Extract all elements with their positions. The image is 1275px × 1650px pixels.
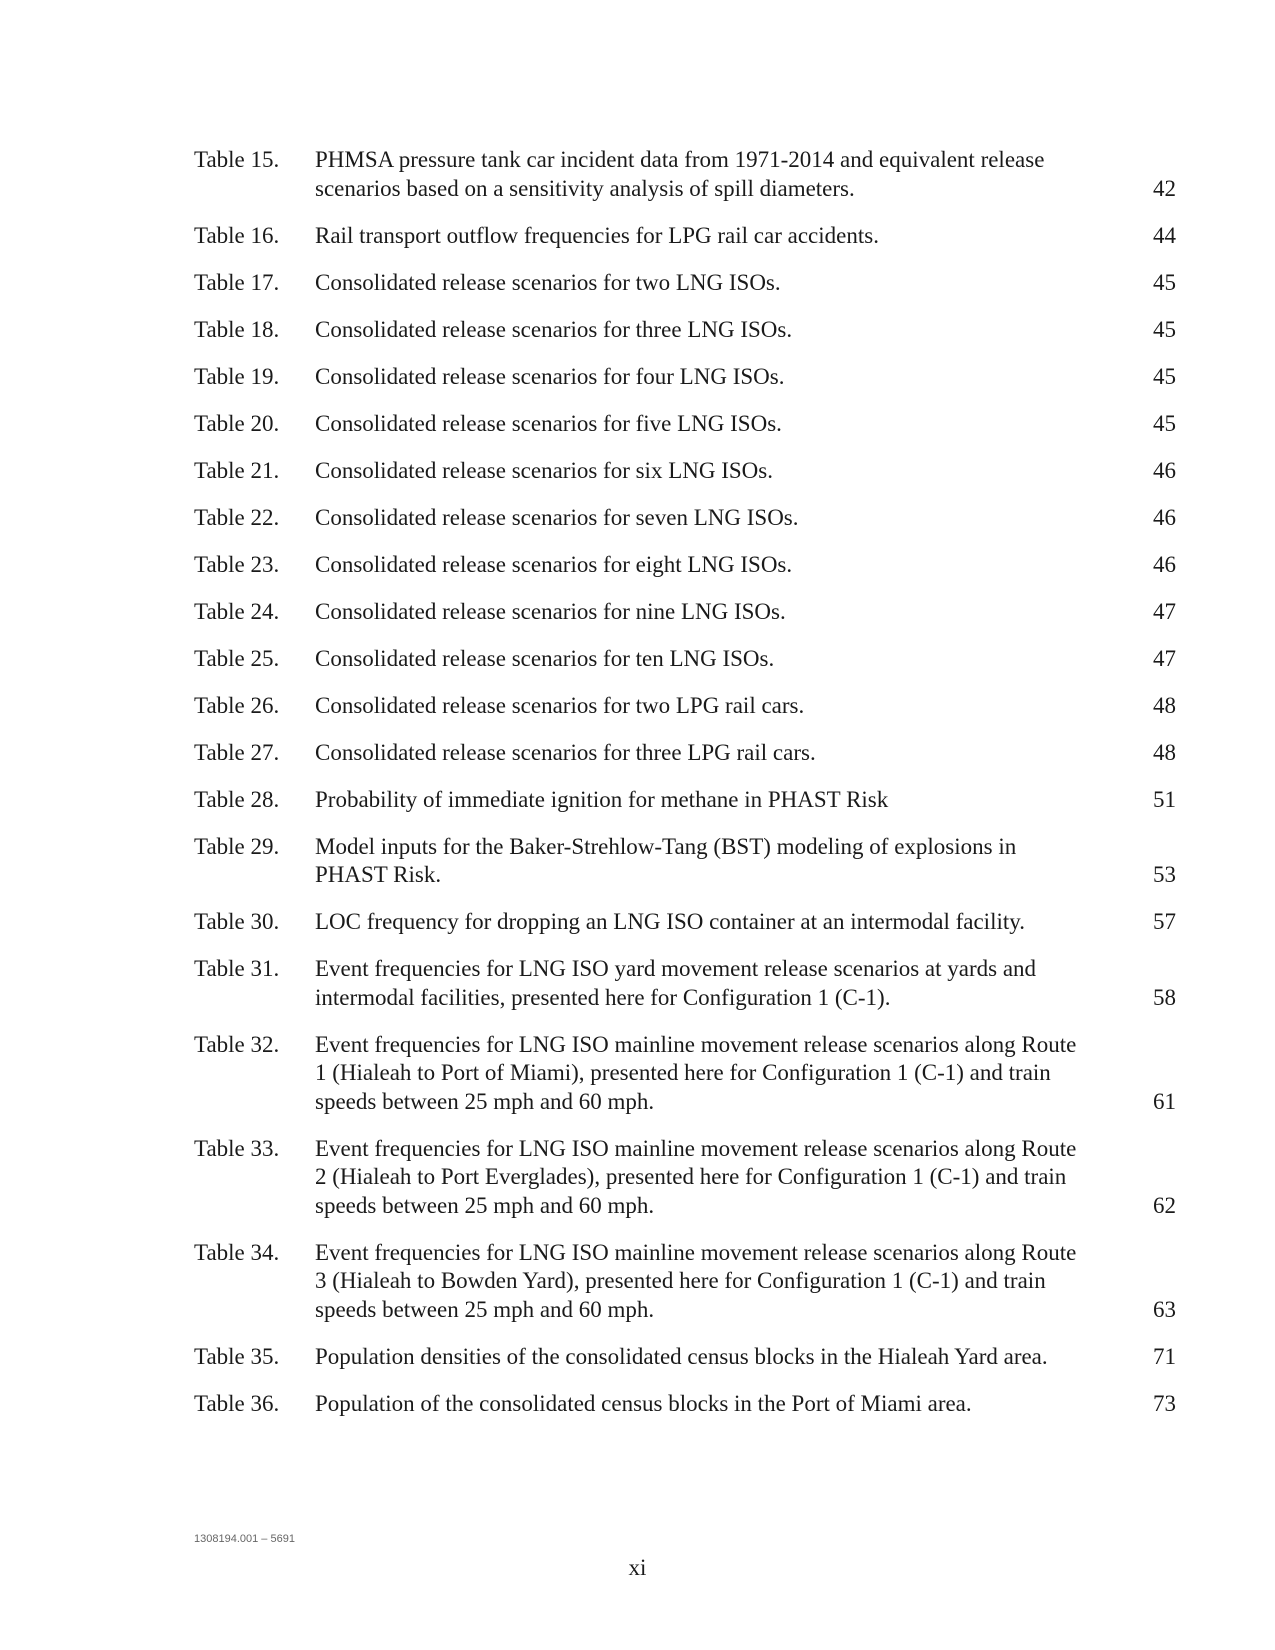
toc-entry [194,1031,1176,1117]
page-ref: 45 [1153,316,1176,342]
page-ref: 46 [1153,551,1176,577]
page-number: xi [628,1555,647,1580]
table-caption: Consolidated release scenarios for nine LNG ISOs. [315,598,786,624]
toc-entry [194,316,1176,345]
table-caption: Event frequencies for LNG ISO mainline movement release scenarios along Route 2 (Hialeah to Port Everglades), presented here for Configuration 1 (C-1) and train speeds between 25 mph and 60 mph. [315,1135,1077,1218]
page-ref: 46 [1153,504,1176,530]
table-number: Table 28. [194,786,280,812]
table-number: Table 18. [194,316,280,342]
document-id: 1308194.001 – 5691 [194,1533,295,1545]
table-number: Table 33. [194,1135,280,1161]
page-ref: 42 [1153,175,1176,201]
table-caption: Event frequencies for LNG ISO mainline movement release scenarios along Route 1 (Hialeah to Port of Miami), presented here for Configuration 1 (C-1) and train speeds between 25 mph and 60 mph. [315,1031,1077,1114]
toc-entry [194,551,1176,580]
toc-entry [194,1343,1176,1372]
toc-entry [194,739,1176,768]
toc-entry [194,269,1176,298]
toc-entry [194,1135,1176,1221]
page-ref: 47 [1153,598,1176,624]
table-caption: Consolidated release scenarios for six LNG ISOs. [315,457,773,483]
table-caption: Event frequencies for LNG ISO yard movement release scenarios at yards and intermodal facilities, presented here for Configuration 1 (C-1). [315,956,1037,1010]
table-caption: Consolidated release scenarios for two LPG rail cars. [315,692,805,718]
page-ref: 48 [1153,692,1176,718]
table-number: Table 36. [194,1390,280,1416]
table-number: Table 22. [194,504,280,530]
toc-entry [194,146,1176,203]
table-caption: Consolidated release scenarios for seven LNG ISOs. [315,504,799,530]
page-ref: 47 [1153,645,1176,671]
toc-entry [194,410,1176,439]
toc-entry [194,598,1176,627]
table-caption: Consolidated release scenarios for three LPG rail cars. [315,739,816,765]
table-caption: Rail transport outflow frequencies for LPG rail car accidents. [315,222,879,248]
page-ref: 61 [1153,1088,1176,1114]
table-caption: Consolidated release scenarios for four LNG ISOs. [315,363,785,389]
page-ref: 58 [1153,984,1176,1010]
table-number: Table 32. [194,1031,280,1057]
table-caption: Population of the consolidated census blocks in the Port of Miami area. [315,1390,972,1416]
toc-entry [194,1239,1176,1325]
page-ref: 63 [1153,1296,1176,1322]
list-of-tables [194,146,1176,1437]
page-ref: 45 [1153,363,1176,389]
table-number: Table 20. [194,410,280,436]
table-number: Table 15. [194,147,280,172]
table-number: Table 16. [194,222,280,248]
page-ref: 51 [1153,786,1176,812]
toc-entry [194,833,1176,890]
table-caption: Consolidated release scenarios for ten LNG ISOs. [315,645,775,671]
table-caption: Consolidated release scenarios for five LNG ISOs. [315,410,782,436]
table-caption: LOC frequency for dropping an LNG ISO container at an intermodal facility. [315,909,1026,934]
table-caption: PHMSA pressure tank car incident data from 1971-2014 and equivalent release scenarios based on a sensitivity analysis of spill diameters. [315,147,1045,201]
table-number: Table 26. [194,692,280,718]
table-caption: Consolidated release scenarios for three LNG ISOs. [315,316,793,342]
page-ref: 48 [1153,739,1176,765]
table-number: Table 27. [194,739,280,765]
page-ref: 45 [1153,410,1176,436]
page-ref: 57 [1153,909,1176,934]
page-ref: 71 [1153,1343,1176,1369]
toc-entry [194,692,1176,721]
table-caption: Population densities of the consolidated census blocks in the Hialeah Yard area. [315,1343,1048,1369]
toc-entry [194,504,1176,533]
table-number: Table 29. [194,833,280,859]
toc-entry [194,363,1176,392]
table-caption: Model inputs for the Baker-Strehlow-Tang (BST) modeling of explosions in PHAST Risk. [315,833,1017,887]
page-ref: 46 [1153,457,1176,483]
table-caption: Consolidated release scenarios for eight LNG ISOs. [315,551,793,577]
table-number: Table 17. [194,269,280,295]
toc-entry [194,955,1176,1012]
table-number: Table 31. [194,956,280,981]
table-number: Table 23. [194,551,280,577]
page-ref: 45 [1153,269,1176,295]
toc-entry [194,786,1176,815]
table-caption: Event frequencies for LNG ISO mainline movement release scenarios along Route 3 (Hialeah to Bowden Yard), presented here for Configuration 1 (C-1) and train speeds between 25 mph and 60 mph. [315,1239,1077,1322]
toc-entry [194,222,1176,251]
table-caption: Consolidated release scenarios for two LNG ISOs. [315,269,781,295]
page-ref: 73 [1153,1390,1176,1416]
table-number: Table 21. [194,457,280,483]
table-number: Table 34. [194,1239,280,1265]
table-caption: Probability of immediate ignition for methane in PHAST Risk [315,786,889,812]
toc-entry [194,1390,1176,1419]
toc-entry [194,908,1176,937]
table-number: Table 30. [194,909,280,934]
page-ref: 44 [1153,222,1176,248]
page-ref: 62 [1153,1192,1176,1218]
page-ref: 53 [1153,862,1176,887]
toc-entry [194,645,1176,674]
table-number: Table 35. [194,1343,280,1369]
toc-entry [194,457,1176,486]
table-number: Table 24. [194,598,280,624]
table-number: Table 25. [194,645,280,671]
table-number: Table 19. [194,363,280,389]
